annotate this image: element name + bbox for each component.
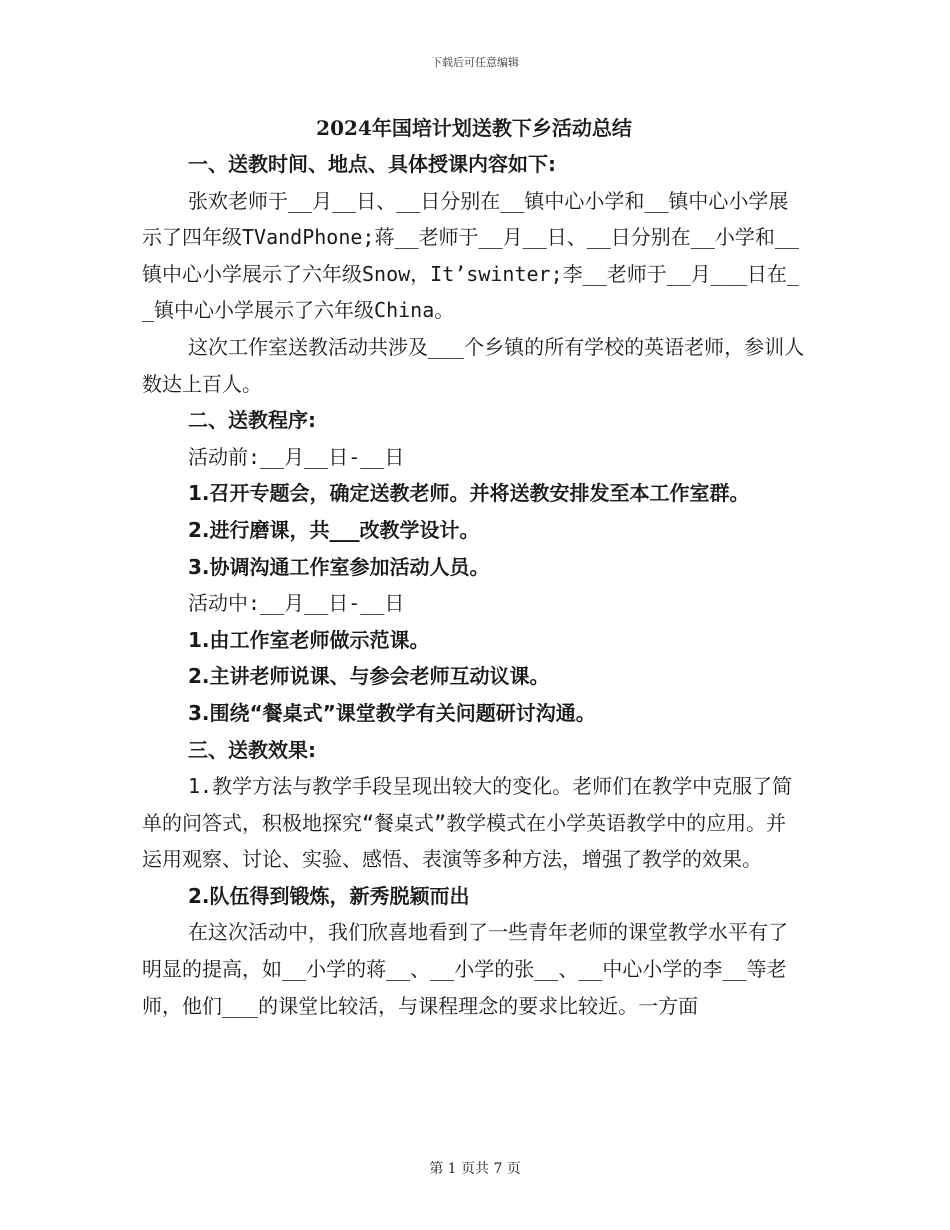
before-activity-label: 活动前:__月__日-__日 (188, 444, 405, 469)
paragraph-3: 1.教学方法与教学手段呈现出较大的变化。老师们在教学中克服了简单的问答式，积极地探究“餐桌式”教学模式在小学英语教学中的应用。并运用观察、讨论、实验、感悟、表演等多种方法，增强了教学的效果。 (142, 774, 793, 872)
before-item-1: 1.召开专题会，确定送教老师。并将送教安排发至本工作室群。 (188, 481, 750, 506)
section-heading-1: 一、送教时间、地点、具体授课内容如下: (188, 152, 556, 176)
document-body (142, 110, 806, 1024)
paragraph-2: 这次工作室送教活动共涉及___个乡镇的所有学校的英语老师，参训人数达上百人。 (142, 334, 805, 396)
page-number: 第 1 页共 7 页 (429, 1161, 521, 1177)
during-item-1: 1.由工作室老师做示范课。 (188, 627, 430, 652)
before-item-3: 3.协调沟通工作室参加活动人员。 (188, 554, 490, 579)
during-activity-label: 活动中:__月__日-__日 (188, 591, 405, 616)
section-heading-2: 二、送教程序: (188, 408, 316, 433)
page-header-note: 下载后可任意编辑 (431, 56, 519, 69)
paragraph-4: 在这次活动中，我们欣喜地看到了一些青年老师的课堂教学水平有了明显的提高，如__小学的蒋__、__小学的张__、__中心小学的李__等老师，他们___的课堂比较活，与课程理念的要求比较近。一方面 (142, 920, 788, 1018)
before-item-2: 2.进行磨课，共___改教学设计。 (188, 517, 480, 542)
section-heading-3: 三、送教效果: (188, 737, 316, 762)
document-title: 2024年国培计划送教下乡活动总结 (316, 116, 632, 140)
during-item-2: 2.主讲老师说课、与参会老师互动议课。 (188, 664, 550, 689)
paragraph-1: 张欢老师于__月__日、__日分别在__镇中心小学和__镇中心小学展示了四年级TVandPhone;蒋__老师于__月__日、__日分别在__小学和__镇中心小学展示了六年级Snow，It’swinter;李__老师于__月___日在__镇中心小学展示了六年级China。 (142, 188, 799, 323)
subheading-2: 2.队伍得到锻炼，新秀脱颖而出 (188, 883, 470, 908)
during-item-3: 3.围绕“餐桌式”课堂教学有关问题研讨沟通。 (188, 700, 596, 725)
